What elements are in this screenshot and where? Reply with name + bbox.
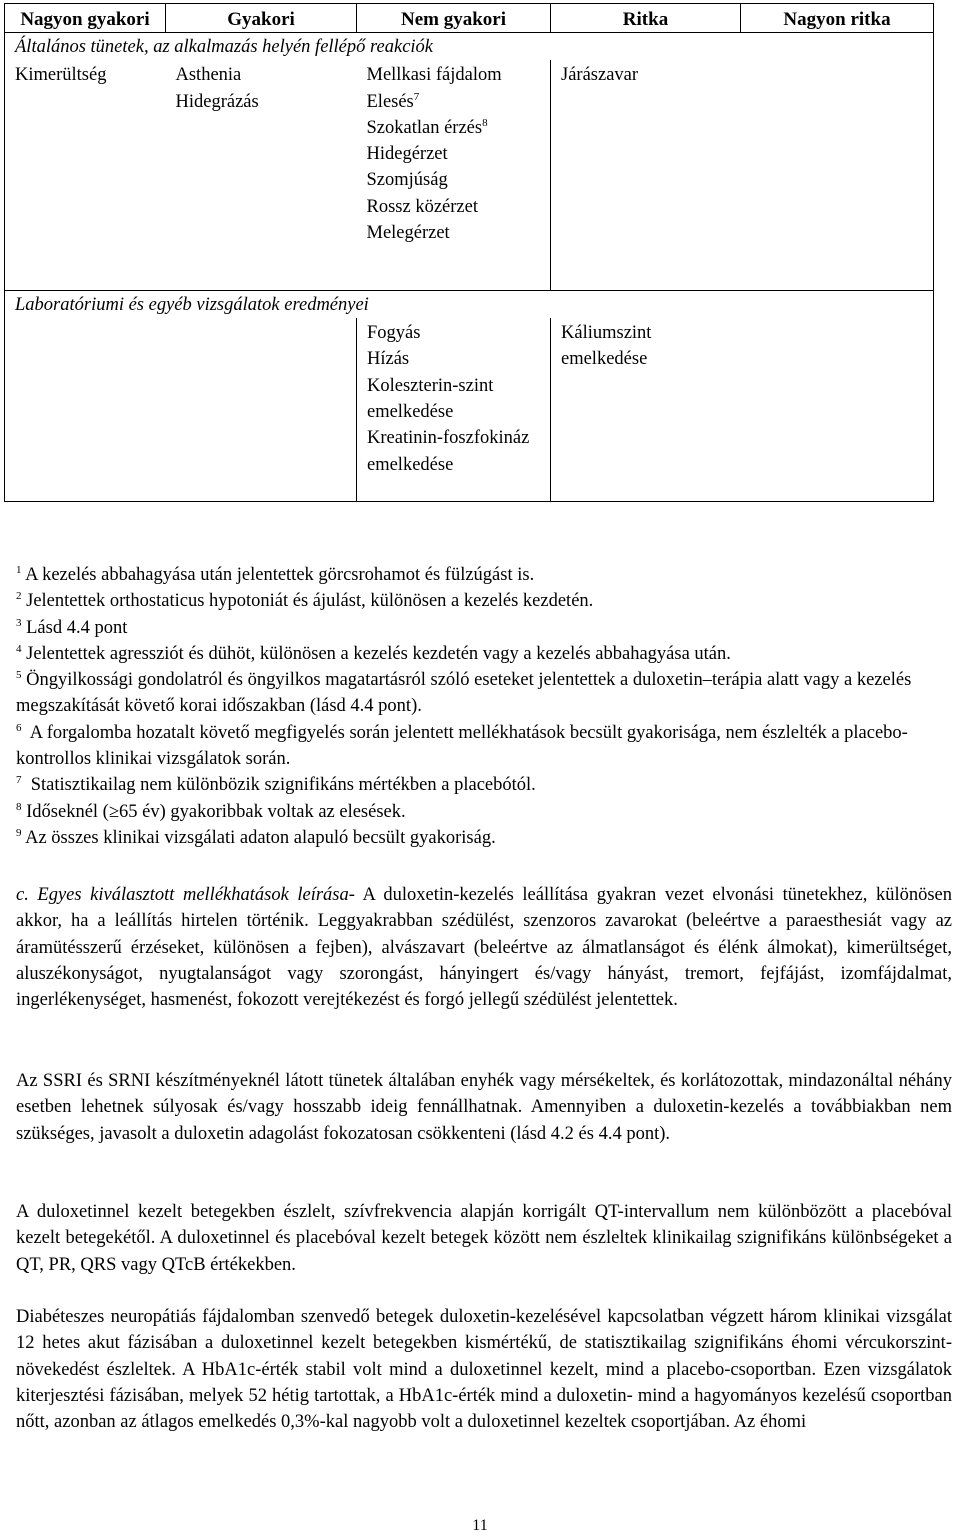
header-very-common: Nagyon gyakori [5, 4, 166, 33]
footnote-6: $^6$ A forgalomba hozatalt követő megfigyelés során jelentett mellékhatások becsült gyakorisága, nem észlelték a placebo-kontrollos klinikai vizsgálatok során. [16, 721, 908, 770]
list-item: Hízás [367, 349, 410, 370]
list-item: Rossz közérzet [366, 196, 478, 217]
cell-general-very-common [5, 60, 166, 290]
list-item: Melegérzet [366, 223, 450, 244]
section-row-general [5, 33, 934, 61]
list-item: Koleszterin-szint emelkedése [367, 375, 494, 422]
footnote-9: $^9$ Az összes klinikai vizsgálati adaton alapuló becsült gyakoriság. [16, 826, 496, 848]
section-row-lab [5, 290, 934, 318]
footnote-2: $^2$ Jelentettek orthostaticus hypotoniát és ájulást, különösen a kezelés kezdetén. [16, 590, 594, 612]
list-item: Káliumszint emelkedése [561, 323, 652, 370]
paragraph-qt: A duloxetinnel kezelt betegekben észlelt, szívfrekvencia alapján korrigált QT-intervallum nem különbözött a placebóval kezelt betegekétől. A duloxetinnel és placebóval kezelt betegek között nem észleltek klinikailag szignifikáns különbségeket a QT, PR, QRS vagy QTcB értékekben. [16, 1202, 952, 1275]
section-title-lab: Laboratóriumi és egyéb vizsgálatok eredményei [5, 290, 934, 318]
footnote-1: $^1$ A kezelés abbahagyása után jelentettek görcsrohamot és fülzúgást is. [16, 564, 535, 585]
footnote-7: $^7$ Statisztikailag nem különbözik szignifikáns mértékben a placebótól. [16, 774, 536, 796]
cell-general-uncommon [357, 60, 551, 290]
page-number: 11 [472, 1517, 488, 1534]
footnotes [16, 562, 946, 851]
list-item: Asthenia [175, 65, 242, 86]
footnote-3: $^3$ Lásd 4.4 pont [16, 616, 128, 638]
footnote-ref: 8 [482, 116, 488, 129]
list-item: Kreatinin-foszfokináz emelkedése [367, 428, 530, 475]
list-item: Szomjúság [366, 170, 448, 191]
header-rare: Ritka [551, 4, 741, 33]
paragraph-diabetes: Diabéteszes neuropátiás fájdalomban szenvedő betegek duloxetin-kezelésével kapcsolatban végzett három klinikai vizsgálat 12 hetes akut fázisában a duloxetinnel kezelt betegekben kismértékű, de statisztikailag szignifikáns éhomi vércukorszint-növekedést észleltek. A HbA1c-érték stabil volt mind a duloxetinnel kezelt, mind a placebo-csoportban. Ezen vizsgálatok kiterjesztési fázisában, melyek 52 hétig tartottak, a HbA1c-érték mind a duloxetin- mind a hagyományos kezelésű csoportban nőtt, azonban az átlagos emelkedés 0,3%-kal nagyobb volt a duloxetinnel kezeltek csoportjában. Az éhomi [16, 1307, 952, 1433]
list-item: Szokatlan érzés$^8$ [366, 116, 488, 138]
cell-general-rare [551, 60, 741, 290]
list-item: Járászavar [561, 65, 639, 86]
cell-lab-rare [551, 318, 741, 501]
cell-lab-uncommon [357, 318, 551, 501]
cell-lab-very-rare [741, 318, 934, 501]
cell-lab-very-common-common [5, 318, 357, 501]
header-common: Gyakori [166, 4, 357, 33]
header-very-rare: Nagyon ritka [741, 4, 934, 33]
footnote-ref: 7 [413, 90, 420, 103]
paragraph-ssri: Az SSRI és SRNI készítményeknél látott tünetek általában enyhék vagy mérsékeltek, és korlátozottak, mindazonáltal néhány esetben lehetnek súlyosak és/vagy hosszabb ideig fennállhatnak. Amennyiben a duloxetin-kezelés a továbbiakban nem szükséges, javasolt a duloxetin adagolást fokozatosan csökkenteni (lásd 4.2 és 4.4 pont). [16, 1071, 952, 1144]
section-heading: c. Egyes kiválasztott mellékhatások leírása- [16, 885, 355, 905]
section-title-general: Általános tünetek, az alkalmazás helyén fellépő reakciók [5, 33, 934, 61]
list-item: Hidegérzet [366, 144, 448, 165]
data-row-general [5, 60, 934, 290]
paragraph-withdrawal: c. Egyes kiválasztott mellékhatások leírása- A duloxetin-kezelés leállítása gyakran vezet elvonási tünetekhez, különösen akkor, ha a leállítás hirtelen történik. Leggyakrabban szédülést, szenzoros zavarokat (beleértve a paraesthesiát vagy az áramütésszerű érzéseket, különösen a fejben), alvászavart (beleértve az álmatlanságot és élénk álmokat), kimerültséget, aluszékonyságot, nyugtalanságot vagy szorongást, hányingert és/vagy hányást, tremort, fejfájást, izomfájdalmat, ingerlékenységet, hasmenést, fokozott verejtékezést és forgó jellegű szédülést jelentettek. [16, 885, 952, 1011]
cell-general-very-rare [741, 60, 934, 290]
list-item: Elesés$^7$ [366, 90, 420, 112]
header-uncommon: Nem gyakori [357, 4, 551, 33]
list-item: Hidegrázás [175, 91, 259, 112]
data-row-lab [5, 318, 934, 501]
list-item: Mellkasi fájdalom [366, 65, 502, 86]
footnote-4: $^4$ Jelentettek agressziót és dühöt, különösen a kezelés kezdetén vagy a kezelés abbahagyása után. [16, 642, 731, 664]
adverse-reactions-table [4, 3, 934, 502]
footnote-8: $^8$ Időseknél (≥65 év) gyakoribbak voltak az elesések. [16, 800, 406, 822]
list-item: Kimerültség [15, 65, 107, 86]
list-item: Fogyás [367, 323, 421, 344]
footnote-5: $^5$ Öngyilkossági gondolatról és öngyilkos magatartásról szóló eseteket jelentettek a duloxetin–terápia alatt vagy a kezelés megszakítását követő korai időszakban (lásd 4.4 pont). [16, 669, 912, 717]
cell-general-common [166, 60, 357, 290]
table-header-row [5, 4, 934, 33]
